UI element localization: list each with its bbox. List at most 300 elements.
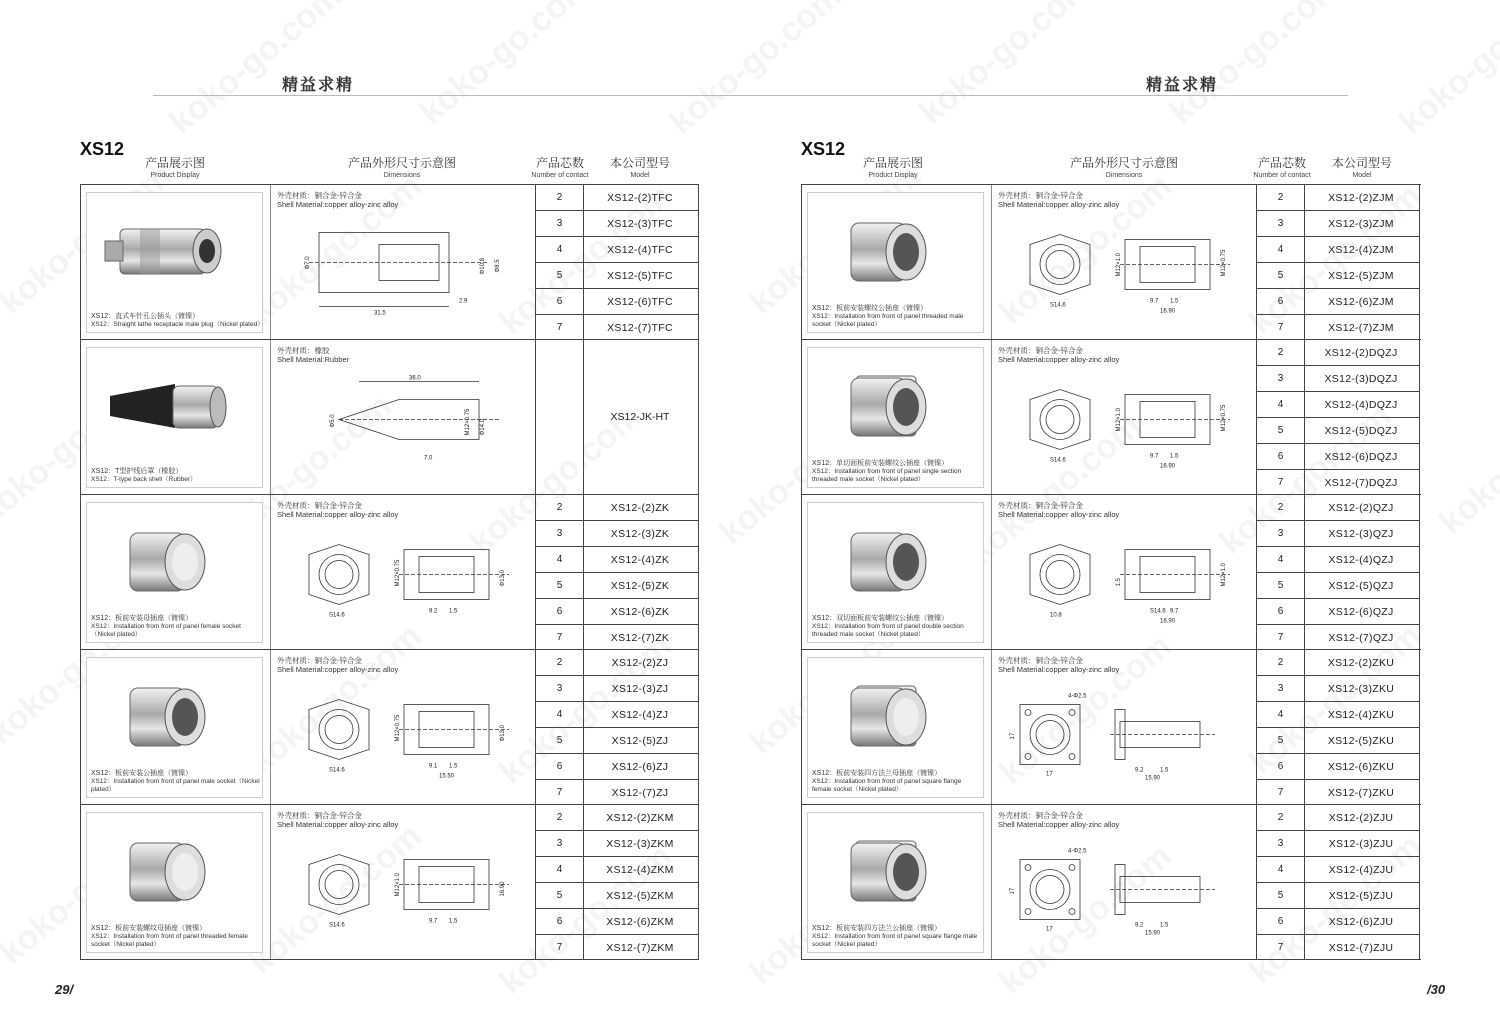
dim-label: 9.7 xyxy=(1150,298,1159,305)
dim-label: 9.7 xyxy=(1150,453,1159,460)
col-display-en: Product Display xyxy=(150,172,200,179)
model-cell xyxy=(582,495,699,649)
product-photo xyxy=(807,192,984,333)
contact-count-cell xyxy=(535,650,584,804)
model-number: XS12-(7)ZK xyxy=(610,632,670,644)
col-header-display xyxy=(838,157,948,179)
contact-count: 4 xyxy=(536,237,583,263)
dim-label: 1.5 xyxy=(1116,578,1122,587)
contact-count: 7 xyxy=(1277,322,1284,333)
dim-label: 17 xyxy=(1046,771,1053,778)
dimension-cell xyxy=(990,185,1256,339)
dimension-cell xyxy=(990,495,1256,649)
contact-count: 2 xyxy=(1257,650,1304,676)
model-number: XS12-JK-HT xyxy=(610,411,670,423)
col-model-cn: 本公司型号 xyxy=(1331,156,1392,170)
dim-label: 9.2 xyxy=(1135,767,1144,774)
photo-cell xyxy=(801,185,992,339)
dim-label: 4-Φ2.5 xyxy=(1068,693,1087,700)
dim-label: 1.5 xyxy=(1160,922,1169,929)
dim-label: 15.90 xyxy=(1145,930,1161,937)
caption-cn: XS12：板前安装螺纹公插座（镀镍） xyxy=(812,305,928,312)
dim-label: M12×0.75 xyxy=(465,408,471,436)
material-cn: 外壳材质：铜合金-锌合金 xyxy=(998,346,1083,355)
caption-cn: XS12：双切面板前安装螺纹公插座（镀镍） xyxy=(812,615,949,622)
contact-count-cell xyxy=(1256,495,1305,649)
model-number: XS12-(4)ZJM xyxy=(1303,237,1419,263)
dimension-drawing xyxy=(279,827,529,952)
contact-count: 4 xyxy=(1257,237,1304,263)
contact-count: 4 xyxy=(536,702,583,728)
dim-label: 9.7 xyxy=(429,918,438,925)
material-en: Shell Material:copper alloy-zinc alloy xyxy=(277,510,399,519)
model-number: XS12-(3)ZK xyxy=(582,521,698,547)
dimension-drawing xyxy=(1000,207,1250,332)
col-dims-en: Dimensions xyxy=(383,172,421,179)
dim-label: M12×1.0 xyxy=(1116,252,1122,277)
model-number: XS12-(3)TFC xyxy=(582,211,698,237)
col-header-model xyxy=(600,157,680,179)
contact-count: 7 xyxy=(1277,477,1284,488)
model-number: XS12-(6)TFC xyxy=(582,289,698,315)
connector-image xyxy=(95,201,235,301)
material-en: Shell Material:copper alloy-zinc alloy xyxy=(998,200,1120,209)
dim-label: M12×0.75 xyxy=(1221,249,1227,277)
product-block xyxy=(80,805,699,960)
model-number: XS12-(3)ZKU xyxy=(1303,676,1419,702)
contact-count: 3 xyxy=(1257,521,1304,547)
material-cn: 外壳材质：铜合金-锌合金 xyxy=(998,191,1083,200)
model-number: XS12-(6)ZJM xyxy=(1303,289,1419,315)
model-number: XS12-(7)ZJ xyxy=(611,787,669,799)
contact-count: 4 xyxy=(1257,857,1304,883)
material-cn: 外壳材质：铜合金-锌合金 xyxy=(277,811,362,820)
header-rule xyxy=(153,95,750,96)
caption-en: XS12：Installation from front of panel square flange male socket（Nickel plated） xyxy=(812,933,978,948)
dim-label: 16.90 xyxy=(1160,463,1176,470)
product-caption xyxy=(91,615,261,639)
contact-count: 2 xyxy=(536,805,583,831)
product-photo xyxy=(86,502,263,643)
product-block xyxy=(80,340,699,495)
page-number-left: 29/ xyxy=(55,982,74,997)
model-number: XS12-(7)ZJU xyxy=(1328,942,1394,954)
col-model-en: Model xyxy=(1352,172,1372,179)
product-photo xyxy=(807,347,984,488)
material-cn: 外壳材质：铜合金-锌合金 xyxy=(998,811,1083,820)
contact-count: 7 xyxy=(1277,632,1284,643)
model-number: XS12-(4)DQZJ xyxy=(1303,392,1419,418)
dim-label: M12×0.75 xyxy=(395,714,401,742)
model-number: XS12-(3)QZJ xyxy=(1303,521,1419,547)
product-caption xyxy=(91,468,261,484)
header-title: 精益求精 xyxy=(1146,75,1219,94)
model-number: XS12-(7)TFC xyxy=(607,322,673,334)
contact-count: 4 xyxy=(1257,392,1304,418)
dim-label: 17 xyxy=(1046,926,1053,933)
dimension-drawing xyxy=(279,362,529,487)
model-number: XS12-(5)ZKU xyxy=(1303,728,1419,754)
contact-count-cell xyxy=(535,340,584,494)
contact-count: 5 xyxy=(536,263,583,289)
photo-cell xyxy=(80,650,271,804)
model-number: XS12-(4)ZK xyxy=(582,547,698,573)
series-title: XS12 xyxy=(80,139,125,159)
dim-label: 1.5 xyxy=(449,608,458,615)
col-model-en: Model xyxy=(630,172,650,179)
model-number: XS12-(7)DQZJ xyxy=(1324,477,1398,489)
col-header-dims xyxy=(322,157,482,179)
contact-count: 3 xyxy=(1257,831,1304,857)
product-block xyxy=(801,495,1421,650)
caption-cn: XS12：T型护线后罩（橡胶） xyxy=(91,468,183,475)
dim-label: 10.8 xyxy=(1050,612,1062,619)
contact-count-cell xyxy=(1256,340,1305,494)
model-number: XS12-(4)ZJ xyxy=(582,702,698,728)
contact-count-cell xyxy=(535,805,584,959)
model-number: XS12-(3)ZKM xyxy=(582,831,698,857)
dimension-cell xyxy=(269,185,535,339)
material-cn: 外壳材质：铜合金-锌合金 xyxy=(277,191,362,200)
caption-en: XS12：Installation from front of panel square flange female socket（Nickel plated） xyxy=(812,778,962,793)
product-block xyxy=(80,650,699,805)
model-cell xyxy=(582,185,699,339)
caption-en: XS12：Installation from front of panel female socket（Nickel plated） xyxy=(91,623,241,638)
dimension-cell xyxy=(269,650,535,804)
product-caption xyxy=(91,313,264,329)
contact-count: 7 xyxy=(556,942,563,953)
dim-label: 1.5 xyxy=(1170,453,1179,460)
contact-count: 6 xyxy=(536,754,583,780)
col-num-cn: 产品芯数 xyxy=(535,156,584,170)
product-table-right xyxy=(801,184,1421,960)
product-photo xyxy=(86,347,263,488)
material-en: Shell Material:copper alloy-zinc alloy xyxy=(998,510,1120,519)
dim-label: Φ13.0 xyxy=(500,570,506,587)
dim-label: 1.5 xyxy=(1170,298,1179,305)
model-number: XS12-(7)ZJM xyxy=(1328,322,1394,334)
contact-count: 5 xyxy=(1257,418,1304,444)
dim-label: Φ8.5 xyxy=(495,259,501,273)
product-photo xyxy=(86,657,263,798)
photo-cell xyxy=(801,495,992,649)
contact-count: 5 xyxy=(536,883,583,909)
connector-image xyxy=(816,821,956,921)
model-cell xyxy=(582,340,699,494)
dim-label: 17 xyxy=(1010,732,1016,740)
contact-count: 7 xyxy=(1277,787,1284,798)
model-cell xyxy=(1303,340,1420,494)
model-number: XS12-(5)ZKM xyxy=(582,883,698,909)
model-number: XS12-(2)ZJ xyxy=(582,650,698,676)
col-dims-cn: 产品外形尺寸示意图 xyxy=(347,156,456,170)
col-header-num xyxy=(1242,157,1322,179)
contact-count: 5 xyxy=(1257,728,1304,754)
dimension-cell xyxy=(990,650,1256,804)
model-number: XS12-(6)ZKM xyxy=(582,909,698,935)
dimension-drawing xyxy=(1000,362,1250,487)
contact-count: 7 xyxy=(556,322,563,333)
dim-label: 9.7 xyxy=(1170,608,1179,615)
material-cn: 外壳材质：铜合金-锌合金 xyxy=(998,501,1083,510)
model-number: XS12-(2)ZKU xyxy=(1303,650,1419,676)
contact-count: 3 xyxy=(536,521,583,547)
dim-label: 17 xyxy=(1010,887,1016,895)
contact-count: 6 xyxy=(1257,909,1304,935)
contact-count: 6 xyxy=(536,599,583,625)
model-number: XS12-(7)ZKU xyxy=(1327,787,1395,799)
product-caption xyxy=(812,615,982,639)
material-cn: 外壳材质：橡胶 xyxy=(277,346,330,355)
contact-count: 6 xyxy=(1257,754,1304,780)
model-cell xyxy=(1303,495,1420,649)
connector-image xyxy=(816,511,956,611)
dim-label: Φ10.8 xyxy=(480,258,486,275)
contact-count-cell xyxy=(535,495,584,649)
contact-count: 5 xyxy=(536,573,583,599)
col-model-cn: 本公司型号 xyxy=(609,156,670,170)
contact-count: 3 xyxy=(536,676,583,702)
dimension-drawing xyxy=(1000,827,1250,952)
contact-count: 5 xyxy=(1257,883,1304,909)
col-header-display xyxy=(120,157,230,179)
material-en: Shell Material:copper alloy-zinc alloy xyxy=(277,820,399,829)
product-caption xyxy=(91,770,261,794)
page-number-right: /30 xyxy=(1427,982,1446,997)
dim-label: 15.50 xyxy=(439,773,455,780)
photo-cell xyxy=(801,650,992,804)
col-header-model xyxy=(1322,157,1402,179)
material-en: Shell Material:copper alloy-zinc alloy xyxy=(277,665,399,674)
model-number: XS12-(2)QZJ xyxy=(1303,495,1419,521)
contact-count: 6 xyxy=(1257,289,1304,315)
dim-label: S14.6 xyxy=(329,922,345,929)
header-rule xyxy=(750,95,1348,96)
contact-count: 2 xyxy=(536,650,583,676)
connector-image xyxy=(95,511,235,611)
contact-count: 2 xyxy=(1257,805,1304,831)
caption-en: XS12：Installation from front of panel double section threaded male socket（Nickel plated） xyxy=(812,623,964,638)
right-page xyxy=(750,0,1500,1024)
contact-count: 4 xyxy=(1257,547,1304,573)
contact-count: 6 xyxy=(1257,599,1304,625)
model-number: XS12-(2)ZKM xyxy=(582,805,698,831)
model-cell xyxy=(1303,650,1420,804)
col-num-cn: 产品芯数 xyxy=(1257,156,1306,170)
contact-count-cell xyxy=(535,185,584,339)
dim-label: 9.1 xyxy=(429,763,438,770)
model-number: XS12-(6)QZJ xyxy=(1303,599,1419,625)
model-cell xyxy=(1303,805,1420,959)
model-number: XS12-(4)TFC xyxy=(582,237,698,263)
product-block xyxy=(801,650,1421,805)
dim-label: 1.5 xyxy=(449,918,458,925)
dim-label: 31.5 xyxy=(374,310,386,317)
caption-en: XS12：Installation from front of panel single section threaded male socket（Nickel plated） xyxy=(812,468,962,483)
contact-count: 5 xyxy=(536,728,583,754)
dimension-drawing xyxy=(1000,672,1250,797)
photo-cell xyxy=(801,805,992,959)
material-en: Shell Material:copper alloy-zinc alloy xyxy=(277,200,399,209)
dim-label: 36.0 xyxy=(409,375,421,382)
material-en: Shell Material:copper alloy-zinc alloy xyxy=(998,665,1120,674)
model-number: XS12-(5)ZJ xyxy=(582,728,698,754)
caption-cn: XS12：板前安装公插座（镀镍） xyxy=(91,770,193,777)
model-number: XS12-(5)ZK xyxy=(582,573,698,599)
model-cell xyxy=(1303,185,1420,339)
product-photo xyxy=(807,657,984,798)
model-number: XS12-(2)ZK xyxy=(582,495,698,521)
contact-count-cell xyxy=(1256,185,1305,339)
product-photo xyxy=(86,192,263,333)
photo-cell xyxy=(80,495,271,649)
contact-count: 3 xyxy=(536,831,583,857)
photo-cell xyxy=(801,340,992,494)
dim-label: S14.6 xyxy=(1050,302,1066,309)
model-cell xyxy=(582,805,699,959)
dim-label: 2.9 xyxy=(459,298,468,305)
dim-label: Φ13.0 xyxy=(500,725,506,742)
photo-cell xyxy=(80,805,271,959)
model-number: XS12-(6)ZJ xyxy=(582,754,698,780)
model-number: XS12-(2)ZJU xyxy=(1303,805,1419,831)
contact-count: 2 xyxy=(536,185,583,211)
contact-count: 4 xyxy=(536,547,583,573)
col-header-num xyxy=(520,157,600,179)
dimension-cell xyxy=(269,805,535,959)
model-number: XS12-(5)ZJU xyxy=(1303,883,1419,909)
model-number: XS12-(7)ZKM xyxy=(606,942,674,954)
contact-count: 7 xyxy=(556,632,563,643)
dimension-drawing xyxy=(1000,517,1250,642)
caption-en: XS12：T-type back shell（Rubber） xyxy=(91,476,197,483)
dim-label: 15.90 xyxy=(1145,775,1161,782)
dim-label: M12×0.75 xyxy=(395,559,401,587)
model-cell xyxy=(582,650,699,804)
caption-en: XS12：Installation from front of panel threaded male socket（Nickel plated） xyxy=(812,313,964,328)
model-number: XS12-(5)DQZJ xyxy=(1303,418,1419,444)
connector-image xyxy=(95,666,235,766)
product-block xyxy=(80,495,699,650)
caption-cn: XS12：板前安装四方法兰公插座（镀镍） xyxy=(812,925,942,932)
model-number: XS12-(3)DQZJ xyxy=(1303,366,1419,392)
col-display-cn: 产品展示图 xyxy=(144,156,205,170)
photo-cell xyxy=(80,340,271,494)
col-display-en: Product Display xyxy=(868,172,918,179)
series-title: XS12 xyxy=(801,139,846,159)
contact-count: 5 xyxy=(1257,573,1304,599)
caption-en: XS12：Installation from front of panel threaded female socket（Nickel plated） xyxy=(91,933,248,948)
product-caption xyxy=(812,925,982,949)
model-number: XS12-(3)ZJU xyxy=(1303,831,1419,857)
dim-label: M12×0.75 xyxy=(1221,404,1227,432)
contact-count: 7 xyxy=(556,787,563,798)
dim-label: 1.5 xyxy=(449,763,458,770)
caption-en: XS12：Straight lathe receptacle male plug（Nickel plated） xyxy=(91,321,264,328)
dim-label: S14.6 xyxy=(1150,608,1166,615)
model-number: XS12-(2)ZJM xyxy=(1303,185,1419,211)
contact-count: 3 xyxy=(536,211,583,237)
connector-image xyxy=(816,356,956,456)
product-photo xyxy=(807,502,984,643)
product-block xyxy=(801,805,1421,960)
contact-count: 3 xyxy=(1257,211,1304,237)
product-caption xyxy=(812,460,982,484)
model-number: XS12-(5)TFC xyxy=(582,263,698,289)
model-number: XS12-(4)ZKM xyxy=(582,857,698,883)
dim-label: M12×1.0 xyxy=(1221,562,1227,587)
dimension-drawing xyxy=(279,207,529,332)
col-num-en: Number of contact xyxy=(531,172,589,179)
material-cn: 外壳材质：铜合金-锌合金 xyxy=(277,656,362,665)
col-header-dims xyxy=(1044,157,1204,179)
contact-count: 2 xyxy=(536,495,583,521)
material-en: Shell Material:copper alloy-zinc alloy xyxy=(998,355,1120,364)
model-number: XS12-(5)QZJ xyxy=(1303,573,1419,599)
dim-label: 16.90 xyxy=(1160,308,1176,315)
product-photo xyxy=(807,812,984,953)
dimension-drawing xyxy=(279,672,529,797)
product-caption xyxy=(91,925,261,949)
connector-image xyxy=(816,666,956,766)
caption-cn: XS12：单切面板前安装螺纹公插座（镀镍） xyxy=(812,460,949,467)
dim-label: 9.2 xyxy=(429,608,438,615)
material-en: Shell Material:Rubber xyxy=(277,355,350,364)
model-number: XS12-(4)QZJ xyxy=(1303,547,1419,573)
dim-label: Φ14.0 xyxy=(480,419,486,436)
caption-cn: XS12：直式车针孔公插头（镀镍） xyxy=(91,313,200,320)
connector-image xyxy=(95,821,235,921)
contact-count-cell xyxy=(1256,650,1305,804)
product-block xyxy=(80,185,699,340)
contact-count: 2 xyxy=(1257,185,1304,211)
model-number: XS12-(6)ZKU xyxy=(1303,754,1419,780)
contact-count: 6 xyxy=(1257,444,1304,470)
contact-count: 6 xyxy=(536,909,583,935)
model-number: XS12-(2)DQZJ xyxy=(1303,340,1419,366)
model-number: XS12-(3)ZJ xyxy=(582,676,698,702)
connector-image xyxy=(816,201,956,301)
col-display-cn: 产品展示图 xyxy=(862,156,923,170)
product-block xyxy=(801,340,1421,495)
model-number: XS12-(4)ZJU xyxy=(1303,857,1419,883)
model-number: XS12-(3)ZJM xyxy=(1303,211,1419,237)
dim-label: 4-Φ2.5 xyxy=(1068,848,1087,855)
connector-image xyxy=(95,356,235,456)
dimension-cell xyxy=(269,495,535,649)
dim-label: S14.6 xyxy=(329,612,345,619)
col-dims-en: Dimensions xyxy=(1105,172,1143,179)
contact-count: 6 xyxy=(536,289,583,315)
dim-label: S14.6 xyxy=(329,767,345,774)
contact-count-cell xyxy=(1256,805,1305,959)
dimension-drawing xyxy=(279,517,529,642)
dim-label: 16.90 xyxy=(1160,618,1176,625)
material-cn: 外壳材质：铜合金-锌合金 xyxy=(277,501,362,510)
product-block xyxy=(801,185,1421,340)
model-number: XS12-(6)ZK xyxy=(582,599,698,625)
caption-cn: XS12：板前安装四方法兰母插座（镀镍） xyxy=(812,770,942,777)
product-table-left xyxy=(80,184,699,960)
contact-count: 2 xyxy=(1257,340,1304,366)
product-caption xyxy=(812,305,982,329)
photo-cell xyxy=(80,185,271,339)
material-cn: 外壳材质：铜合金-锌合金 xyxy=(998,656,1083,665)
dim-label: 1.5 xyxy=(1160,767,1169,774)
dimension-cell xyxy=(990,340,1256,494)
caption-cn: XS12：板前安装螺纹母插座（镀镍） xyxy=(91,925,207,932)
product-caption xyxy=(812,770,982,794)
